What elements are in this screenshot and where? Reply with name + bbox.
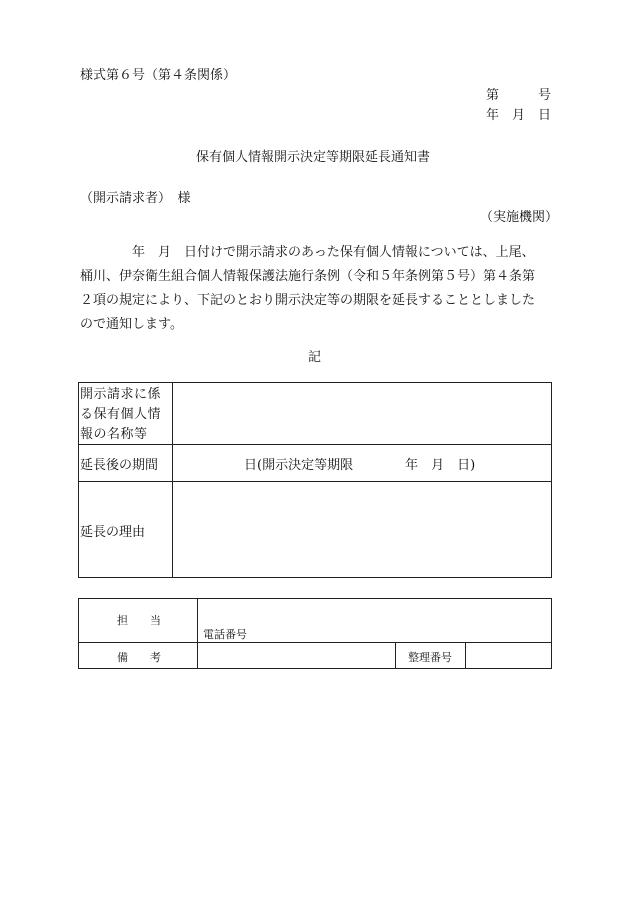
person-in-charge-label: 担 当 bbox=[117, 614, 161, 627]
notice-body bbox=[80, 241, 552, 337]
issuer: （実施機関） bbox=[480, 210, 559, 225]
date-label: 年 月 日 bbox=[486, 108, 552, 123]
requested-info-name-label-line: る保有個人情 bbox=[80, 407, 162, 422]
addressee: （開示請求者） 様 bbox=[80, 191, 191, 206]
notice-body-line: ２項の規定により、下記のとおり開示決定等の期限を延長することとしました bbox=[80, 293, 536, 308]
notice-body-line: 年 月 日付けで開示請求のあった保有個人情報については、上尾、 bbox=[80, 245, 535, 260]
requested-info-name-label-line: 報の名称等 bbox=[80, 427, 148, 442]
remarks-label: 備 考 bbox=[117, 651, 161, 664]
office-use-table-divider bbox=[465, 642, 466, 669]
office-use-table-divider bbox=[395, 642, 396, 669]
document-number-label: 第 号 bbox=[486, 88, 552, 103]
office-use-table-divider bbox=[197, 598, 198, 669]
extension-reason-label: 延長の理由 bbox=[80, 525, 146, 540]
extended-period-label: 延長後の期間 bbox=[80, 458, 159, 473]
document-title: 保有個人情報開示決定等期限延長通知書 bbox=[196, 150, 431, 165]
reference-number-label: 整理番号 bbox=[408, 651, 452, 664]
form-number: 様式第６号（第４条関係） bbox=[80, 68, 237, 83]
requested-info-name-label-line: 開示請求に係 bbox=[80, 387, 162, 402]
extended-period-value: 日(開示決定等期限 年 月 日) bbox=[244, 458, 476, 473]
ki-heading: 記 bbox=[308, 350, 322, 365]
requested-info-name-label bbox=[80, 385, 161, 445]
office-use-table-rule bbox=[78, 642, 552, 643]
notice-body-line: 桶川、伊奈衛生組合個人情報保護法施行条例（令和５年条例第５号）第４条第 bbox=[80, 269, 536, 284]
notice-body-line: ので通知します。 bbox=[80, 317, 183, 332]
details-table-rule bbox=[78, 481, 552, 482]
details-table-divider bbox=[172, 382, 173, 578]
phone-number-label: 電話番号 bbox=[203, 628, 247, 641]
